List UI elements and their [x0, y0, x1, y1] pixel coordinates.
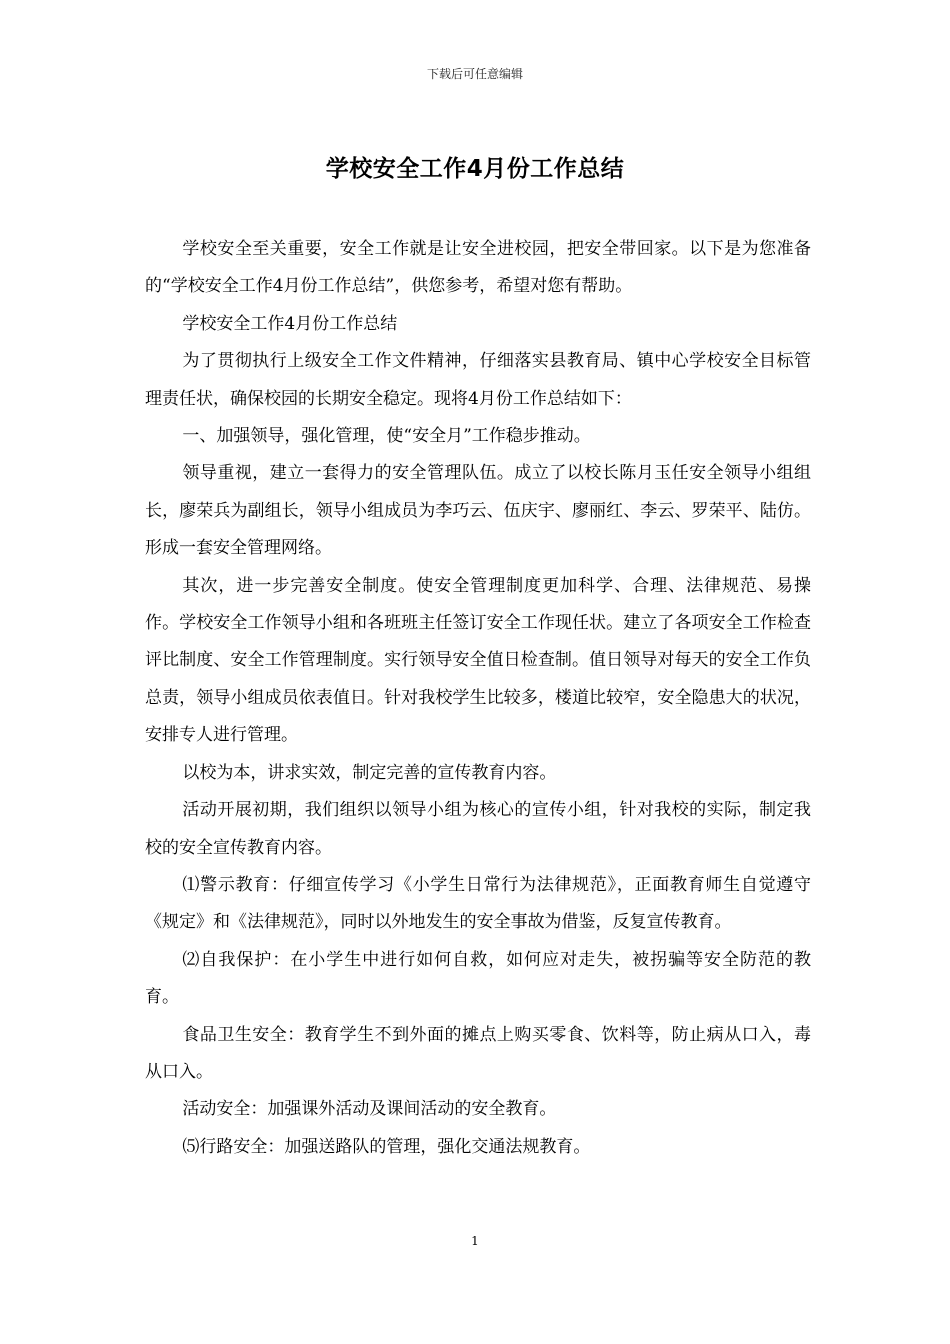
paragraph-leadership: 领导重视，建立一套得力的安全管理队伍。成立了以校长陈月玉任安全领导小组组长，廖荣兵为副组长，领导小组成员为李巧云、伍庆宇、廖丽红、李云、罗荣平、陆仿。形成一套安全管理网络。: [145, 463, 811, 559]
paragraph-school-based: 以校为本，讲求实效，制定完善的宣传教育内容。: [182, 762, 557, 783]
paragraph-activity-start: 活动开展初期，我们组织以领导小组为核心的宣传小组，针对我校的实际，制定我校的安全宣传教育内容。: [145, 800, 811, 858]
paragraph-section-heading: 一、加强领导，强化管理，使“安全月”工作稳步推动。: [182, 426, 591, 447]
document-body: [145, 231, 811, 1166]
paragraph-intro: 学校安全至关重要，安全工作就是让安全进校园，把安全带回家。以下是为您准备的“学校安全工作4月份工作总结”，供您参考，希望对您有帮助。: [145, 239, 811, 297]
page-number: 1: [471, 1234, 479, 1248]
paragraph-warning-education: ⑴警示教育：仔细宣传学习《小学生日常行为法律规范》，正面教育师生自觉遵守《规定》和《法律规范》，同时以外地发生的安全事故为借鉴，反复宣传教育。: [145, 874, 811, 933]
paragraph-purpose: 为了贯彻执行上级安全工作文件精神，仔细落实县教育局、镇中心学校安全目标管理责任状，确保校园的长期安全稳定。现将4月份工作总结如下：: [145, 351, 811, 409]
paragraph-subtitle: 学校安全工作4月份工作总结: [182, 313, 398, 334]
paragraph-system: 其次，进一步完善安全制度。使安全管理制度更加科学、合理、法律规范、易操作。学校安全工作领导小组和各班班主任签订安全工作现任状。建立了各项安全工作检查评比制度、安全工作管理制度。实行领导安全值日检查制。值日领导对每天的安全工作负总责，领导小组成员依表值日。针对我校学生比较多，楼道比较窄，安全隐患大的状况，安排专人进行管理。: [145, 575, 811, 746]
paragraph-activity-safety: 活动安全：加强课外活动及课间活动的安全教育。: [182, 1099, 557, 1120]
document-title: 学校安全工作4月份工作总结: [325, 156, 625, 182]
paragraph-food-safety: 食品卫生安全：教育学生不到外面的摊点上购买零食、饮料等，防止病从口入，毒从口入。: [145, 1024, 811, 1082]
page-header-note: 下载后可任意编辑: [426, 67, 523, 81]
paragraph-self-protection: ⑵自我保护：在小学生中进行如何自救，如何应对走失，被拐骗等安全防范的教育。: [145, 949, 811, 1008]
paragraph-road-safety: ⑸行路安全：加强送路队的管理，强化交通法规教育。: [182, 1136, 591, 1157]
